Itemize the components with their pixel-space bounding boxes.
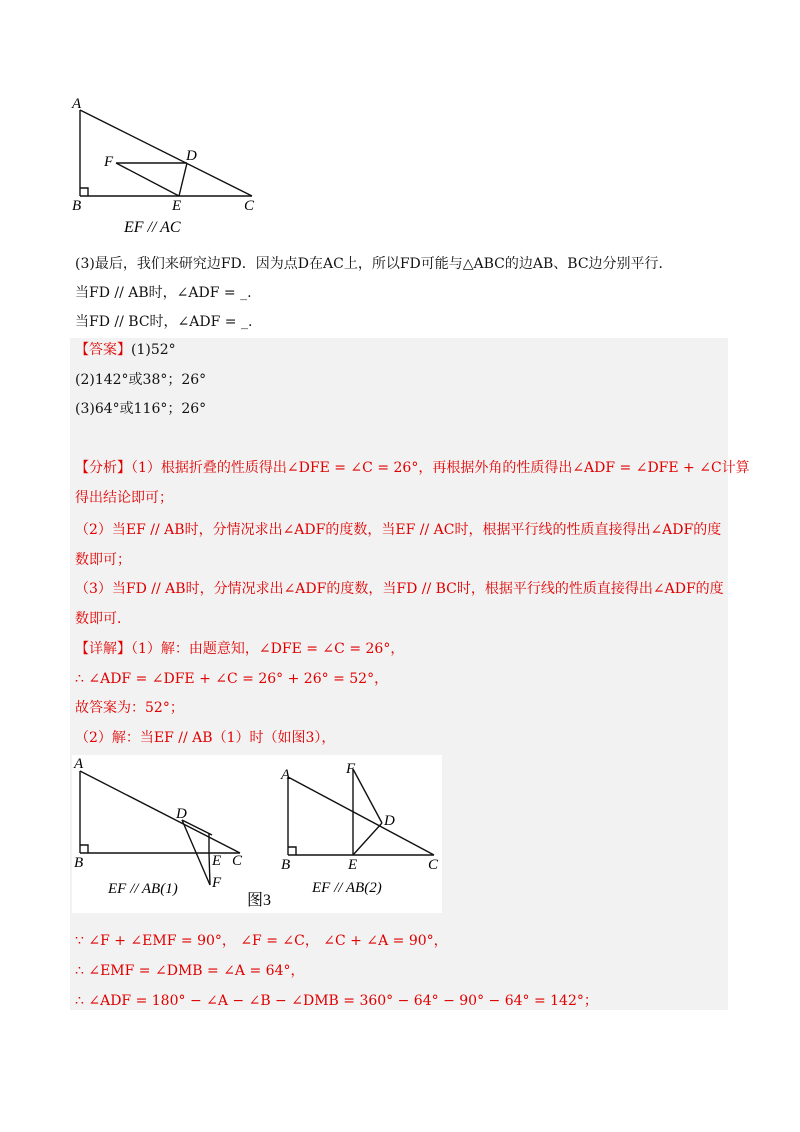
fig3-right-label-F: F xyxy=(346,761,356,777)
fig3-left-label-C: C xyxy=(232,853,243,869)
analysis-title: 【分析】 xyxy=(75,460,131,476)
fig3-left-label-A: A xyxy=(74,756,84,772)
fig3-left-label-F: F xyxy=(212,875,222,891)
fig3-left-label-B: B xyxy=(74,855,84,871)
proof-line-3: ∴ ∠ADF = 180° − ∠A − ∠B − ∠DMB = 360° − 64° − 90° − 64° = 142°； xyxy=(75,993,598,1009)
fig3-left-label-E: E xyxy=(212,853,222,869)
fig3-right-label-C: C xyxy=(428,857,439,873)
figure-top xyxy=(60,92,280,242)
proof-line-2: ∴ ∠EMF = ∠DMB = ∠A = 64°， xyxy=(75,963,305,979)
detail-text-1: （1）解：由题意知，∠DFE = ∠C = 26°， xyxy=(131,641,405,657)
fig3-title: 图3 xyxy=(247,892,272,909)
label-D: D xyxy=(186,148,197,164)
label-F: F xyxy=(104,154,114,170)
detail-line-1 xyxy=(75,639,404,659)
part3-question-2: 当FD // BC时，∠ADF = _. xyxy=(75,314,253,330)
figure-caption: EF // AC xyxy=(124,219,181,236)
answer-line-1 xyxy=(75,340,176,360)
detail-line-2: ∴ ∠ADF = ∠DFE + ∠C = 26° + 26° = 52°， xyxy=(75,671,389,687)
part3-intro: (3)最后，我们来研究边FD．因为点D在AC上，所以FD可能与△ABC的边AB、BC边分别平行． xyxy=(75,256,673,272)
answer-2: (2)142°或38°；26° xyxy=(75,372,207,388)
analysis-line-1 xyxy=(75,458,750,478)
proof-line-1: ∵ ∠F + ∠EMF = 90°， ∠F = ∠C， ∠C + ∠A = 90°， xyxy=(75,933,448,949)
detail-title: 【详解】 xyxy=(75,641,131,657)
fig3-right-label-D: D xyxy=(384,813,395,829)
analysis-text-1: （1）根据折叠的性质得出∠DFE = ∠C = 26°，再根据外角的性质得出∠ADF = ∠DFE + ∠C计算 xyxy=(131,460,750,476)
fig3-right-label-B: B xyxy=(281,857,291,873)
fig3-right-caption: EF // AB(2) xyxy=(312,880,382,896)
analysis-line-5: （3）当FD // AB时，分情况求出∠ADF的度数，当FD // BC时，根据平行线的性质直接得出∠ADF的度 xyxy=(75,581,724,597)
analysis-line-6: 数即可． xyxy=(75,611,131,627)
fig3-right-label-A: A xyxy=(281,767,291,783)
fig3-left-label-D: D xyxy=(176,806,187,822)
label-A: A xyxy=(72,96,82,112)
part3-question-1: 当FD // AB时，∠ADF = _. xyxy=(75,285,252,301)
analysis-line-3: （2）当EF // AB时，分情况求出∠ADF的度数，当EF // AC时，根据平行线的性质直接得出∠ADF的度 xyxy=(75,522,722,538)
answer-3: (3)64°或116°；26° xyxy=(75,401,207,417)
analysis-line-2: 得出结论即可； xyxy=(75,490,173,506)
label-B: B xyxy=(72,198,82,214)
label-C: C xyxy=(244,198,255,214)
fig3-right-label-E: E xyxy=(348,857,358,873)
label-E: E xyxy=(172,198,182,214)
answer-1: (1)52° xyxy=(131,342,176,358)
answer-title: 【答案】 xyxy=(75,342,131,358)
analysis-line-4: 数即可； xyxy=(75,552,131,568)
fig3-left-caption: EF // AB(1) xyxy=(108,881,178,897)
figure-3 xyxy=(72,755,442,913)
detail-line-3: 故答案为：52°； xyxy=(75,700,184,716)
detail-line-4: （2）解：当EF // AB（1）时（如图3）， xyxy=(75,730,336,746)
